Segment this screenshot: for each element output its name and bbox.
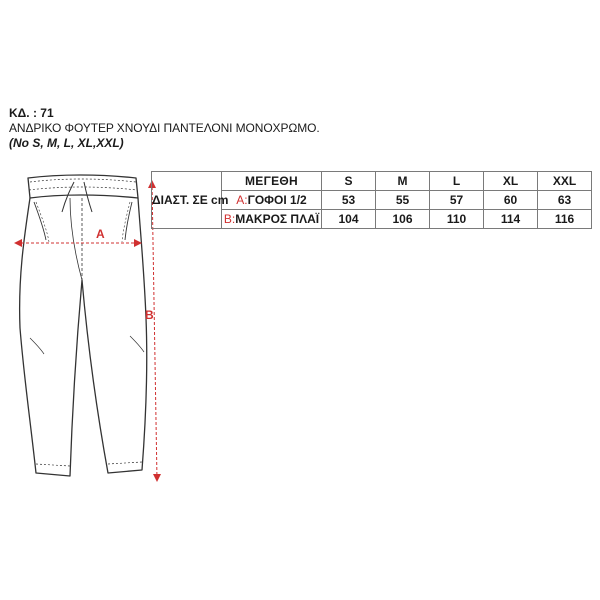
table-cell: 116 [538, 210, 592, 229]
dimensions-unit-label: ΔΙΑΣΤ. ΣΕ cm [152, 172, 222, 229]
size-header-cell: L [430, 172, 484, 191]
table-cell: 104 [322, 210, 376, 229]
measurement-a-arrow [14, 239, 142, 247]
table-cell: 110 [430, 210, 484, 229]
row-label-side-length [222, 210, 322, 229]
size-header-cell: XL [484, 172, 538, 191]
table-cell: 57 [430, 191, 484, 210]
row-label-hips [222, 191, 322, 210]
table-cell: 114 [484, 210, 538, 229]
row-label-text: ΓΟΦΟΙ 1/2 [247, 193, 307, 207]
marker-b: B: [223, 212, 236, 226]
size-header-cell: XXL [538, 172, 592, 191]
table-cell: 55 [376, 191, 430, 210]
table-row [152, 172, 592, 191]
row-label-text: ΜΑΚΡΟΣ ΠΛΑΪ [235, 212, 320, 226]
size-chart-table [151, 171, 592, 229]
available-sizes-note: (No S, M, L, XL,XXL) [9, 136, 124, 150]
product-code: ΚΔ. : 71 [9, 106, 54, 120]
label-b: B [145, 308, 154, 322]
pants-technical-drawing [0, 168, 170, 498]
product-header [9, 106, 429, 151]
product-description: ΑΝΔΡΙΚΟ ΦΟΥΤΕΡ ΧΝΟΥΔΙ ΠΑΝΤΕΛΟΝΙ ΜΟΝΟΧΡΩΜΟ. [9, 121, 320, 135]
size-header-cell: S [322, 172, 376, 191]
table-cell: 63 [538, 191, 592, 210]
table-cell: 60 [484, 191, 538, 210]
label-a: A [96, 227, 105, 241]
table-cell: 53 [322, 191, 376, 210]
sizes-header: ΜΕΓΕΘΗ [222, 172, 322, 191]
marker-a: A: [236, 193, 248, 207]
table-cell: 106 [376, 210, 430, 229]
size-header-cell: M [376, 172, 430, 191]
